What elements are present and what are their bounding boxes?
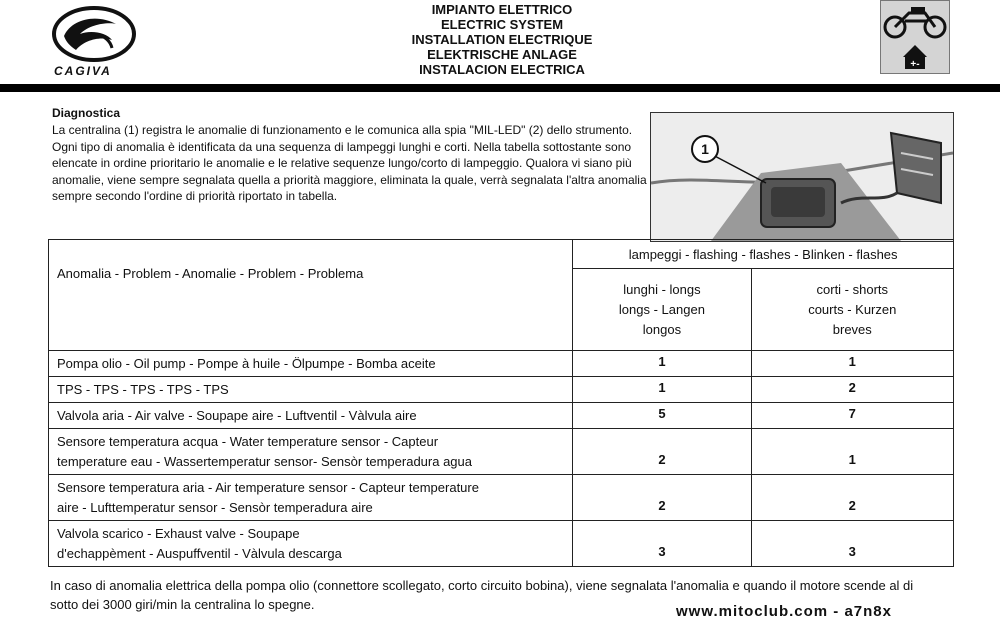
header-divider xyxy=(0,84,1000,92)
elephant-logo-icon xyxy=(50,6,138,64)
long-header-line: longs - Langen xyxy=(618,301,705,317)
anomaly-label xyxy=(49,475,573,521)
short-header-line: breves xyxy=(832,321,872,337)
short-count: 1 xyxy=(751,351,953,377)
title-de: ELEKTRISCHE ANLAGE xyxy=(427,47,577,62)
table-row xyxy=(49,351,954,377)
diagnostics-table xyxy=(48,239,954,567)
short-header-line: courts - Kurzen xyxy=(808,301,897,317)
short-count: 3 xyxy=(751,521,953,567)
short-count: 2 xyxy=(751,377,953,403)
ecu-photo xyxy=(650,112,954,242)
long-count: 1 xyxy=(573,377,751,403)
anomaly-label xyxy=(49,521,573,567)
short-count: 7 xyxy=(751,403,953,429)
table-row xyxy=(49,377,954,403)
title-it: IMPIANTO ELETTRICO xyxy=(431,2,573,17)
table-row xyxy=(49,521,954,567)
long-count: 1 xyxy=(573,351,751,377)
long-count: 2 xyxy=(573,429,751,475)
section-titles xyxy=(300,2,704,77)
anomaly-label-line: Valvola scarico - Exhaust valve - Soupape xyxy=(57,525,300,541)
anomaly-header: Anomalia - Problem - Anomalie - Problem - Problema xyxy=(49,240,573,351)
anomaly-label: Pompa olio - Oil pump - Pompe à huile - Ölpumpe - Bomba aceite xyxy=(49,351,573,377)
flash-header: lampeggi - flashing - flashes - Blinken - flashes xyxy=(573,240,954,269)
title-en: ELECTRIC SYSTEM xyxy=(440,17,564,32)
motorcycle-battery-icon xyxy=(880,0,950,74)
table-row xyxy=(49,475,954,521)
short-count: 1 xyxy=(751,429,953,475)
svg-text:+-: +- xyxy=(910,59,920,70)
anomaly-label-line: Sensore temperatura acqua - Water temperature sensor - Capteur xyxy=(57,433,439,449)
ecu-callout-label: 1 xyxy=(691,135,719,163)
title-es: INSTALACION ELECTRICA xyxy=(419,62,585,77)
footer-note: In caso di anomalia elettrica della pompa olio (connettore scollegato, corto circuito bobina), viene segnalata l'anomalia e quando il motore scende al di sotto dei 3000 giri/min la centralina lo spegne. xyxy=(50,578,914,612)
table-row xyxy=(49,403,954,429)
long-count: 2 xyxy=(573,475,751,521)
long-count: 5 xyxy=(573,403,751,429)
anomaly-label-line: Sensore temperatura aria - Air temperature sensor - Capteur temperature xyxy=(57,479,479,495)
table-row xyxy=(49,429,954,475)
anomaly-label-line: d'echappèment - Auspuffventil - Vàlvula descarga xyxy=(57,545,342,561)
short-flash-header xyxy=(751,269,953,351)
title-fr: INSTALLATION ELECTRIQUE xyxy=(411,32,593,47)
brand-name: CAGIVA xyxy=(54,64,112,78)
anomaly-label xyxy=(49,429,573,475)
short-count: 2 xyxy=(751,475,953,521)
diagnostics-intro: La centralina (1) registra le anomalie di funzionamento e le comunica alla spia "MIL-LED" (2) dello strumento. Ogni tipo di anomalia è identificata da una sequenza di lampeggi lunghi e corti. Nella tabella sottostante sono elencate in ordine prioritario le anomalie e le relative sequenze lungo/corto di lampeggio. Qualora vi siano più anomalie, viene sempre segnalata quella a priorità maggiore, eliminata la quale, verrà segnalata l'altra anomalia sempre secondo l'ordine di priorità riportato in tabella. xyxy=(52,123,647,203)
long-count: 3 xyxy=(573,521,751,567)
long-header-line: lunghi - longs xyxy=(623,281,701,297)
anomaly-label-line: aire - Lufttemperatur sensor - Sensòr temperadura aire xyxy=(57,499,373,515)
short-header-line: corti - shorts xyxy=(816,281,889,297)
ecu-illustration-icon xyxy=(651,113,953,241)
cagiva-logo xyxy=(48,6,140,80)
long-header-line: longos xyxy=(642,321,682,337)
anomaly-label: Valvola aria - Air valve - Soupape aire - Luftventil - Vàlvula aire xyxy=(49,403,573,429)
diagnostics-title: Diagnostica xyxy=(52,106,121,120)
long-flash-header xyxy=(573,269,751,351)
watermark: www.mitoclub.com - a7n8x xyxy=(676,603,892,620)
table-header-row xyxy=(49,240,954,269)
anomaly-label: TPS - TPS - TPS - TPS - TPS xyxy=(49,377,573,403)
anomaly-label-line: temperature eau - Wassertemperatur sensor- Sensòr temperadura agua xyxy=(57,453,472,469)
